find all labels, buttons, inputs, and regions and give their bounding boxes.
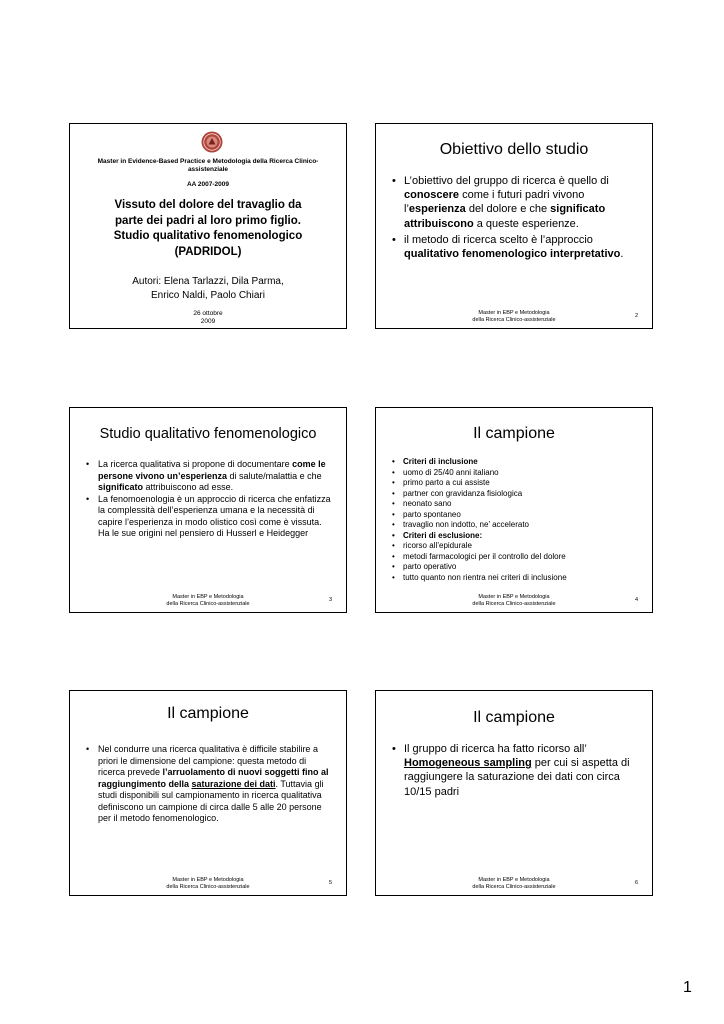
slide-title: Il campione [167,705,249,722]
slide-footer: Master in EBP e Metodologia della Ricerca Clinico-assistenziale [472,594,556,607]
bullet-item: • La ricerca qualitativa si propone di documentare come le persone vivono un’esperienza di salute/malattia e che significato attribuiscono ad esse. [86,459,332,494]
criteria-item: • travaglio non indotto, ne’ accelerato [392,520,642,531]
study-title: Vissuto del dolore del travaglio da parte dei padri al loro primo figlio. Studio qualitativo fenomenologico (PADRIDOL) [113,199,303,258]
criteria-item: • ricorso all’epidurale [392,541,642,552]
criteria-heading: • Criteri di inclusione [392,457,642,468]
criteria-item: • parto spontaneo [392,510,642,521]
bullet-list [392,742,638,801]
criteria-item: • tutto quanto non rientra nei criteri di inclusione [392,573,642,584]
slide-footer: Master in EBP e Metodologia della Ricerca Clinico-assistenziale [472,877,556,890]
criteria-item: • partner con gravidanza fisiologica [392,489,642,500]
academic-year: AA 2007-2009 [186,181,230,188]
slide-title: Obiettivo dello studio [439,141,589,158]
bullet-item: • La fenomoenologia è un approccio di ricerca che enfatizza la complessità dell’esperienza umana e la necessità di capire l’esperienza in modo olistico così come è vissuta. Ha le sue origini nel pensiero di Husserl e Heidegger [86,494,332,540]
bullet-list [86,459,332,540]
slide-number: 5 [328,880,332,886]
presentation-date: 26 ottobre 2009 [193,310,223,325]
slide-6-sampling [375,690,653,896]
bullet-item: • L’obiettivo del gruppo di ricerca è quello di conoscere come i futuri padri vivono l’esperienza del dolore e che significato attribuiscono a queste esperienze. [392,174,638,231]
bullet-list [86,744,332,825]
bullet-list [392,174,638,263]
slide-number: 4 [634,597,638,603]
slide-number: 6 [634,880,638,886]
criteria-item: • metodi farmacologici per il controllo del dolore [392,552,642,563]
slide-footer: Master in EBP e Metodologia della Ricerca Clinico-assistenziale [166,877,250,890]
slide-1-title [69,123,347,329]
slide-title: Studio qualitativo fenomenologico [99,426,317,442]
bullet-item: • Nel condurre una ricerca qualitativa è difficile stabilire a priori le dimensione del campione: questa metodo di ricerca prevede l’arruolamento di nuovi soggetti fino al raggiungimento della saturazione dei dati. Tuttavia gli studi disponibili sul campionamento in ricerca qualitativa definiscono un campione di circa dalle 5 alle 20 persone per il metodo fenomenologico. [86,744,332,825]
slide-title: Il campione [473,709,555,726]
university-seal-icon [201,131,223,153]
bullet-item: • Il gruppo di ricerca ha fatto ricorso all’ Homogeneous sampling per cui si aspetta di raggiungere la saturazione dei dati con circa 10/15 padri [392,742,638,799]
criteria-item: • neonato sano [392,499,642,510]
criteria-heading: • Criteri di esclusione: [392,531,642,542]
criteria-item: • uomo di 25/40 anni italiano [392,468,642,479]
slide-footer: Master in EBP e Metodologia della Ricerca Clinico-assistenziale [472,310,556,323]
criteria-item: • primo parto a cui assiste [392,478,642,489]
slide-5-sample-size [69,690,347,896]
authors: Autori: Elena Tarlazzi, Dila Parma, Enrico Naldi, Paolo Chiari [132,276,284,301]
slide-number: 3 [328,597,332,603]
slide-2-objective [375,123,653,329]
master-course-name: Master in Evidence-Based Practice e Metodologia della Ricerca Clinico-assistenziale [97,158,319,173]
bullet-item: • il metodo di ricerca scelto è l’approccio qualitativo fenomenologico interpretativo. [392,233,638,261]
slide-footer: Master in EBP e Metodologia della Ricerca Clinico-assistenziale [166,594,250,607]
page-number: 1 [683,979,692,996]
criteria-item: • parto operativo [392,562,642,573]
slide-4-sample-criteria [375,407,653,613]
slide-title: Il campione [473,425,555,442]
slide-3-phenomenology [69,407,347,613]
slide-number: 2 [634,313,638,319]
criteria-list [392,457,642,583]
